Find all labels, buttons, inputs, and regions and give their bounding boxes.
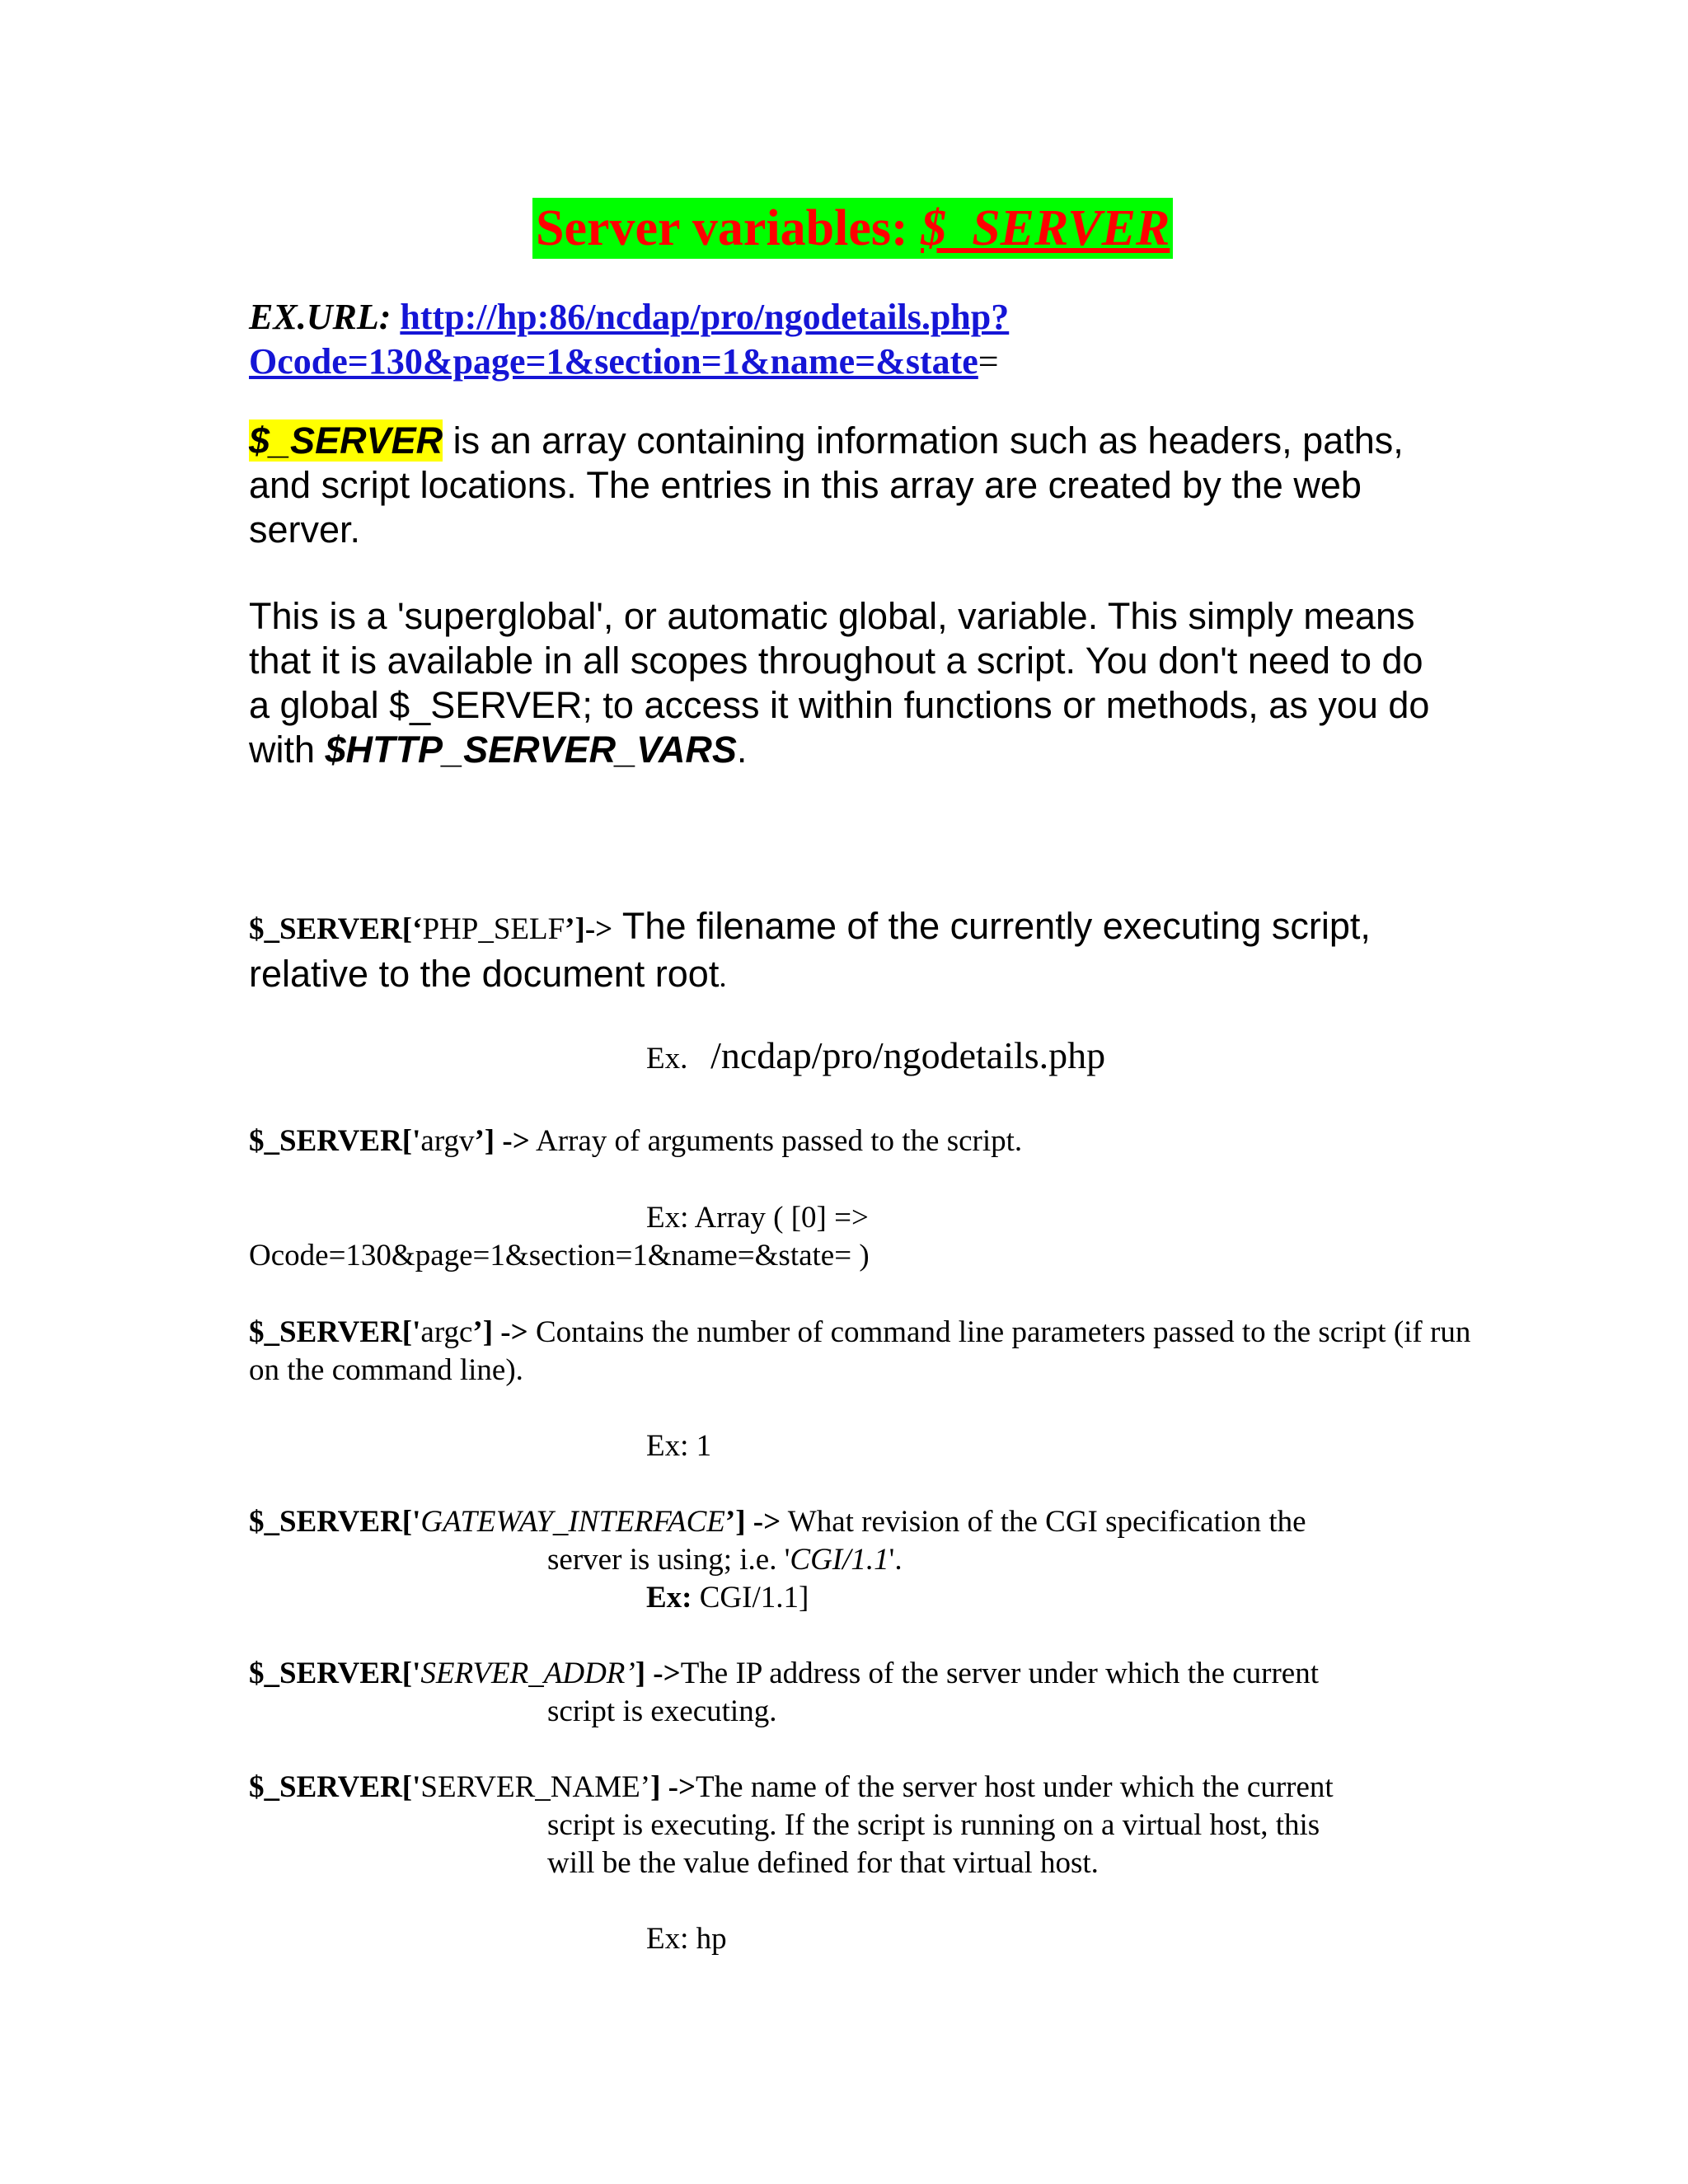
example-url-link[interactable]	[400, 297, 1009, 337]
example-url-link-cont[interactable]	[249, 341, 978, 382]
entry-key-prefix: $_SERVER[‘	[249, 912, 423, 946]
entry-description: Contains the number of command line parameters passed to the script (if run on the command line).	[249, 1315, 1471, 1387]
desc-end: '.	[889, 1543, 903, 1577]
entry-key: SERVER_ADDR’	[420, 1657, 635, 1690]
example-gateway	[646, 1579, 809, 1617]
entry-key: PHP_SELF	[422, 912, 565, 946]
entry-description-cont	[249, 1541, 1485, 1579]
entry-key-suffix: ’] ->	[724, 1505, 781, 1539]
example-server-name: Ex: hp	[646, 1922, 727, 1956]
cgi-version: CGI/1.1	[790, 1543, 889, 1577]
entry-description: What revision of the CGI specification the	[781, 1505, 1306, 1539]
entry-key: argv	[420, 1124, 475, 1158]
entry-gateway-interface	[249, 1503, 1485, 1579]
title-text: Server variables:	[536, 200, 921, 256]
example-php-self	[646, 1034, 1106, 1078]
intro-paragraph	[249, 419, 1452, 552]
intro-text: is an array containing information such as headers, paths, and script locations. The entries in this array are created by the web server.	[249, 419, 1404, 551]
entry-key-suffix: ’] ->	[472, 1315, 528, 1349]
title-variable: $_SERVER	[921, 200, 1170, 256]
entry-key-prefix: $_SERVER['	[249, 1770, 421, 1804]
example-url-tail: =	[978, 341, 999, 382]
page-title	[532, 198, 1173, 259]
entry-key-suffix: ’] ->	[474, 1124, 530, 1158]
entry-argv	[249, 1122, 1485, 1160]
entry-description-cont: script is executing. If the script is running on a virtual host, this	[547, 1808, 1320, 1842]
example-url-block	[249, 295, 1485, 384]
example-label: Ex:	[646, 1581, 692, 1615]
entry-key: argc	[420, 1315, 473, 1349]
superglobal-text: This is a 'superglobal', or automatic global, variable. This simply means that it is available in all scopes throughout a script. You don't need to do a global $_SERVER; to access it within functions or methods, as you do with	[249, 595, 1430, 771]
example-url-link-line2: Ocode=130&page=1&section=1&name=&state	[249, 341, 978, 382]
entry-description: The IP address of the server under which the current	[680, 1657, 1320, 1690]
example-argv-line2: Ocode=130&page=1&section=1&name=&state= )	[249, 1239, 870, 1272]
example-argv-line1: Ex: Array ( [0] =>	[646, 1201, 869, 1235]
entry-description: The name of the server host under which the current	[696, 1770, 1334, 1804]
http-server-vars: $HTTP_SERVER_VARS	[325, 729, 737, 771]
example-argc: Ex: 1	[646, 1429, 712, 1463]
entry-key-prefix: $_SERVER['	[249, 1315, 421, 1349]
entry-description-cont2: will be the value defined for that virtual host.	[547, 1846, 1099, 1880]
entry-key-suffix: ] ->	[635, 1657, 681, 1690]
example-value: CGI/1.1]	[692, 1581, 809, 1615]
entry-key: GATEWAY_INTERFACE	[420, 1505, 725, 1539]
entry-argc	[249, 1314, 1485, 1390]
entry-key-prefix: $_SERVER['	[249, 1124, 421, 1158]
superglobal-paragraph	[249, 594, 1452, 772]
entry-description: The filename of the currently executing script, relative to the document root	[249, 905, 1371, 995]
example-url-label: EX.URL:	[249, 297, 392, 337]
entry-description-cont: script is executing.	[547, 1694, 777, 1728]
superglobal-end: .	[736, 729, 748, 771]
title-block	[532, 198, 1173, 259]
entry-php-self	[249, 904, 1485, 1000]
entry-server-addr	[249, 1655, 1485, 1731]
server-highlight: $_SERVER	[249, 419, 443, 462]
desc-text: server is using; i.e. '	[547, 1543, 790, 1577]
entry-key: SERVER_NAME’	[420, 1770, 651, 1804]
entry-key-suffix: ] ->	[650, 1770, 696, 1804]
example-url-link-line1: http://hp:86/ncdap/pro/ngodetails.php?	[400, 297, 1010, 337]
entry-key-suffix: ’]->	[565, 912, 613, 946]
example-label: Ex.	[646, 1042, 688, 1076]
entry-description-end: .	[719, 960, 727, 994]
entry-server-name	[249, 1769, 1485, 1882]
example-value: /ncdap/pro/ngodetails.php	[710, 1034, 1106, 1076]
entry-key-prefix: $_SERVER['	[249, 1657, 421, 1690]
entry-description: Array of arguments passed to the script.	[529, 1124, 1023, 1158]
entry-key-prefix: $_SERVER['	[249, 1505, 421, 1539]
